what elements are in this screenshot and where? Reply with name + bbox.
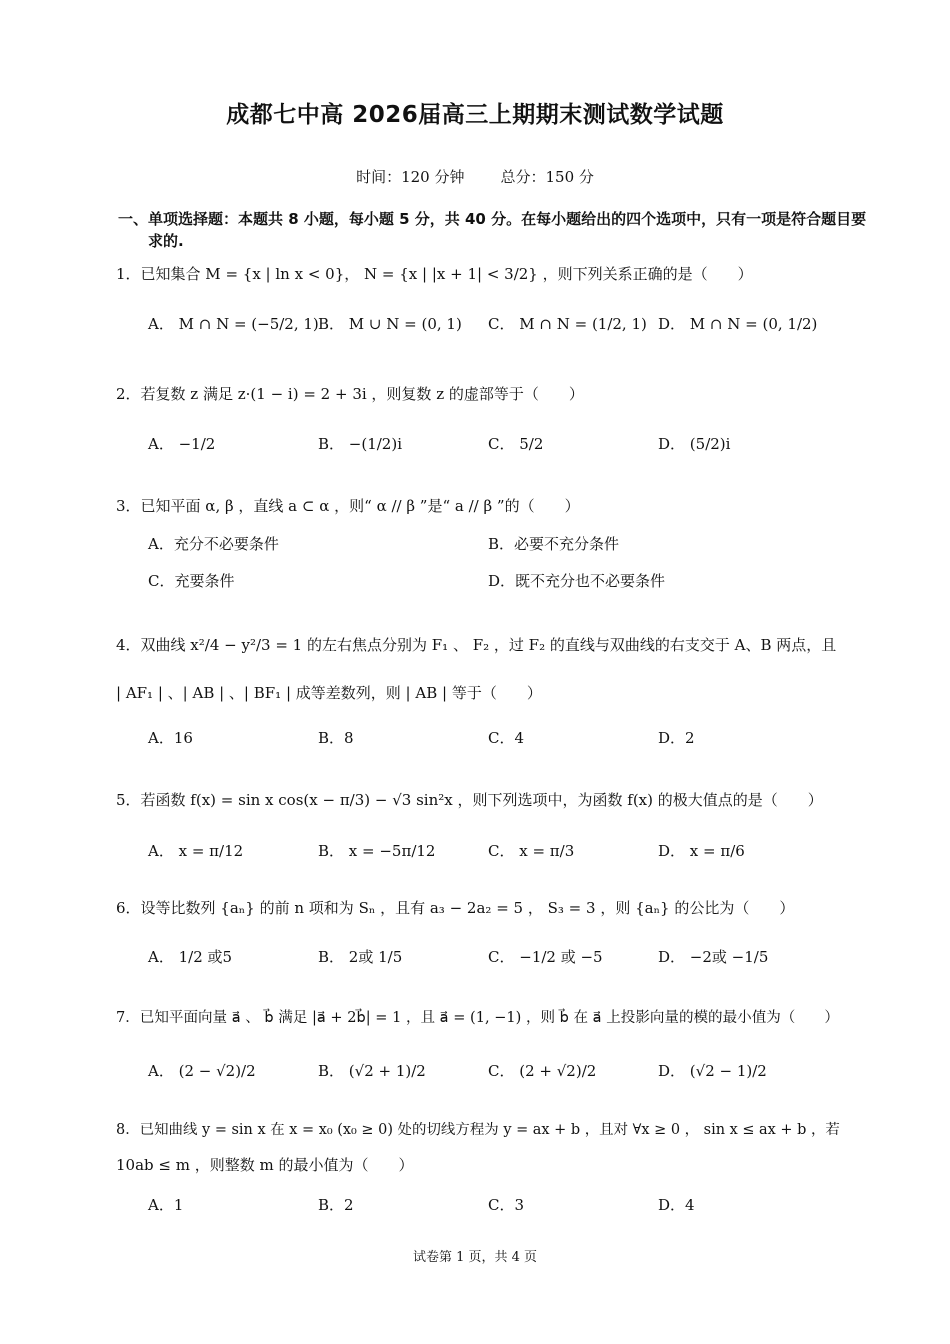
- question-3-option-a: A．充分不必要条件: [148, 535, 279, 553]
- question-8-stem: 8．已知曲线 y = sin x 在 x = x₀ (x₀ ≥ 0) 处的切线方程为 y = ax + b ，且对 ∀x ≥ 0 ， sin x ≤ ax + b ，若: [116, 1122, 840, 1138]
- question-3-option-b: B．必要不充分条件: [488, 535, 620, 553]
- question-8-option-c: C．3: [488, 1196, 525, 1214]
- section-heading: 一、单项选择题：本题共 8 小题，每小题 5 分，共 40 分。在每小题给出的四个选项中，只有一项是符合题目要求的.: [118, 210, 867, 250]
- question-4-option-d: D．2: [658, 729, 695, 747]
- question-2-stem: 2．若复数 z 满足 z·(1 − i) = 2 + 3i ，则复数 z 的虚部等于（ ）: [116, 385, 584, 403]
- question-3-option-d: D．既不充分也不必要条件: [488, 572, 666, 590]
- question-7-option-d: D． (√2 − 1)/2: [658, 1062, 767, 1080]
- page-footer: 试卷第 1 页，共 4 页: [412, 1250, 538, 1265]
- exam-title: 成都七中高 2026届高三上期期末测试数学试题: [226, 102, 724, 128]
- question-8-stem-continued: 10ab ≤ m ，则整数 m 的最小值为（ ）: [116, 1156, 414, 1174]
- question-6-option-d: D． −2或 −1/5: [658, 948, 769, 966]
- question-4-option-c: C．4: [488, 729, 525, 747]
- question-7-stem: 7．已知平面向量 a⃗ 、 b⃗ 满足 |a⃗ + 2b⃗| = 1 ，且 a⃗ = (1, −1) ，则 b⃗ 在 a⃗ 上投影向量的模的最小值为（ ）: [116, 1009, 839, 1026]
- question-2-option-a: A． −1/2: [148, 435, 216, 453]
- question-4-stem-continued: | AF₁ | 、| AB | 、| BF₁ | 成等差数列，则 | AB | 等于（ ）: [116, 684, 542, 702]
- question-2-option-b: B． −(1/2)i: [318, 435, 403, 453]
- question-8-option-b: B．2: [318, 1196, 354, 1214]
- question-2-option-c: C． 5/2: [488, 435, 544, 453]
- question-8-option-d: D．4: [658, 1196, 695, 1214]
- question-3-stem: 3．已知平面 α, β ，直线 a ⊂ α ，则“ α // β ”是“ a // β ”的（ ）: [116, 497, 580, 515]
- question-6-option-c: C． −1/2 或 −5: [488, 948, 603, 966]
- question-7-option-b: B． (√2 + 1)/2: [318, 1062, 426, 1080]
- question-5-option-b: B． x = −5π/12: [318, 842, 436, 860]
- exam-time: 时间：120 分钟: [356, 168, 465, 186]
- question-1-option-b: B． M ∪ N = (0, 1): [318, 315, 462, 333]
- question-4-option-b: B．8: [318, 729, 354, 747]
- question-5-option-a: A． x = π/12: [148, 842, 244, 860]
- question-7-option-c: C． (2 + √2)/2: [488, 1062, 597, 1080]
- exam-total-score: 总分：150 分: [500, 168, 594, 186]
- question-8-option-a: A．1: [148, 1196, 184, 1214]
- exam-info: [0, 166, 950, 187]
- question-6-option-a: A． 1/2 或5: [148, 948, 233, 966]
- question-4-option-a: A．16: [148, 729, 193, 747]
- question-5-stem: 5．若函数 f(x) = sin x cos(x − π/3) − √3 sin²x ，则下列选项中，为函数 f(x) 的极大值点的是（ ）: [116, 791, 823, 809]
- question-1-stem: 1．已知集合 M = {x | ln x < 0}， N = {x | |x + 1| < 3/2} ，则下列关系正确的是（ ）: [116, 265, 753, 283]
- question-4-stem: 4．双曲线 x²/4 − y²/3 = 1 的左右焦点分别为 F₁ 、 F₂ ，过 F₂ 的直线与双曲线的右支交于 A、B 两点，且: [116, 636, 837, 654]
- question-7-option-a: A． (2 − √2)/2: [148, 1062, 256, 1080]
- question-6-option-b: B． 2或 1/5: [318, 948, 403, 966]
- question-5-option-c: C． x = π/3: [488, 842, 575, 860]
- question-3-option-c: C．充要条件: [148, 572, 235, 590]
- question-1-option-a: A． M ∩ N = (−5/2, 1): [148, 315, 319, 333]
- question-1-option-d: D． M ∩ N = (0, 1/2): [658, 315, 818, 333]
- question-5-option-d: D． x = π/6: [658, 842, 745, 860]
- question-1-option-c: C． M ∩ N = (1/2, 1): [488, 315, 647, 333]
- question-2-option-d: D． (5/2)i: [658, 435, 731, 453]
- question-6-stem: 6．设等比数列 {aₙ} 的前 n 项和为 Sₙ ，且有 a₃ − 2a₂ = 5 ， S₃ = 3 ，则 {aₙ} 的公比为（ ）: [116, 899, 795, 917]
